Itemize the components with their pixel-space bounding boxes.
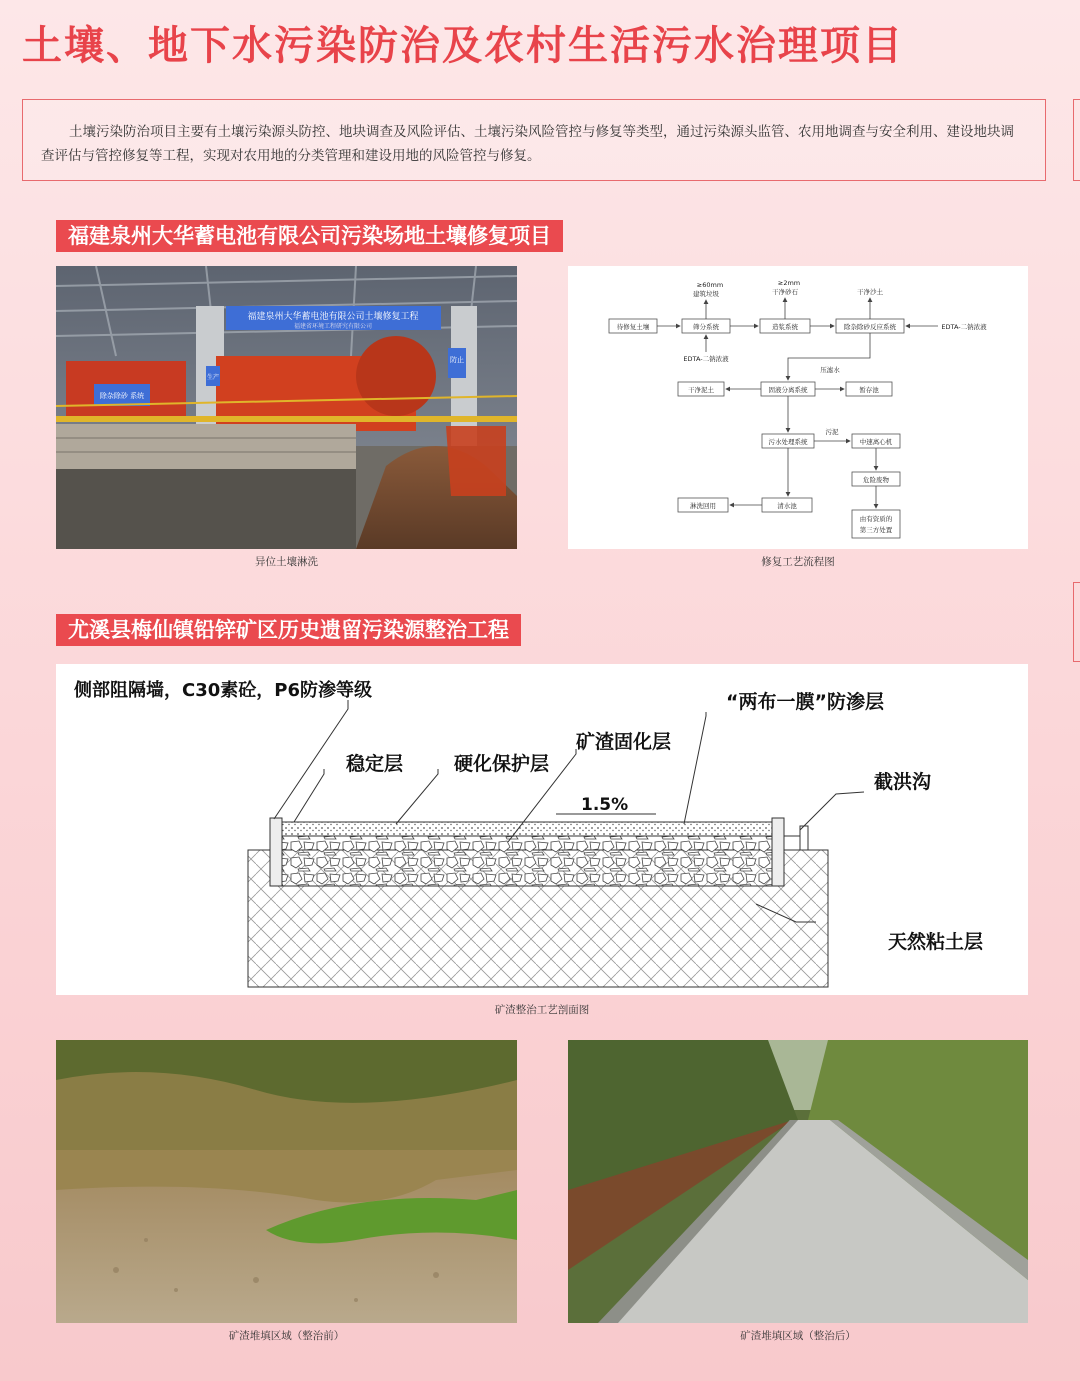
- label-hardening-layer: 硬化保护层: [454, 753, 550, 775]
- flow-label: ≥60mm: [696, 281, 724, 289]
- before-remediation-photo: [56, 1040, 517, 1323]
- flow-label: EDTA-二钠浓液: [941, 323, 987, 331]
- page-edge-mark: [1073, 582, 1080, 662]
- flow-box-label: 固液分离系统: [768, 386, 808, 394]
- slag-cross-section-diagram: [56, 664, 1028, 995]
- flow-box-label: 清水池: [777, 502, 797, 510]
- photo-sign-subtext: 福建省环境工程研究有限公司: [293, 323, 373, 330]
- photo-caption: 异位土壤淋洗: [255, 556, 318, 568]
- label-slope: 1.5%: [581, 795, 629, 815]
- label-stable-layer: 稳定层: [346, 753, 404, 775]
- photo-side-sign: 除杂除砂 系统: [99, 392, 145, 400]
- flow-label: 干净沙土: [857, 288, 883, 296]
- flow-label: EDTA-二钠浓液: [683, 355, 729, 363]
- flow-box-label: 造浆系统: [772, 323, 798, 331]
- photo-post-sign: 防止: [450, 356, 464, 364]
- flow-label: 污泥: [825, 428, 839, 436]
- section-heading: 福建泉州大华蓄电池有限公司污染场地土壤修复项目: [56, 220, 563, 252]
- after-remediation-photo: [568, 1040, 1028, 1323]
- flow-box-label: 待修复土壤: [616, 323, 650, 331]
- flow-label: 压滤水: [820, 366, 840, 374]
- label-natural-clay: 天然粘土层: [888, 931, 984, 953]
- before-photo-caption: 矿渣堆填区域（整治前）: [228, 1330, 345, 1342]
- label-seepage-layer: “两布一膜”防渗层: [726, 691, 884, 713]
- flow-box-label: 危险废物: [863, 476, 889, 484]
- label-side-wall: 侧部阻隔墙，C30素砼，P6防渗等级: [74, 680, 372, 701]
- photo-post-sign-2: 生产: [206, 374, 220, 381]
- flow-box-label: 第三方处置: [859, 526, 893, 534]
- diagram-caption: 矿渣整治工艺剖面图: [494, 1004, 590, 1016]
- intro-box: [22, 99, 1046, 181]
- flow-box-label: 由有资质的: [859, 515, 893, 523]
- flow-box-label: 暂存池: [859, 386, 879, 394]
- flow-box-label: 筛分系统: [693, 323, 719, 331]
- page-title: 土壤、地下水污染防治及农村生活污水治理项目: [22, 23, 904, 69]
- flow-label: ≥2mm: [777, 279, 801, 287]
- flow-box-label: 除杂除砂反应系统: [844, 323, 896, 331]
- flow-label: 建筑垃圾: [693, 290, 719, 298]
- soil-washing-photo: [56, 266, 517, 549]
- repair-flowchart: [568, 266, 1028, 549]
- intro-text: 土壤污染防治项目主要有土壤污染源头防控、地块调查及风险评估、土壤污染风险管控与修复等类型，通过污染源头监管、农用地调查与安全利用、建设地块调查评估与管控修复等工程，实现对农用地的分类管理和建设用地的风险管控与修复。: [41, 124, 1014, 163]
- label-solidified-layer: 矿渣固化层: [576, 731, 672, 753]
- photo-sign-text: 福建泉州大华蓄电池有限公司土壤修复工程: [247, 312, 419, 322]
- flowchart-caption: 修复工艺流程图: [761, 556, 835, 568]
- flow-box-label: 淋洗回用: [690, 502, 716, 510]
- after-photo-caption: 矿渣堆填区域（整治后）: [740, 1330, 856, 1342]
- flow-label: 干净砂石: [772, 288, 798, 296]
- page-edge-mark: [1073, 99, 1080, 181]
- section-heading: 尤溪县梅仙镇铅锌矿区历史遗留污染源整治工程: [56, 614, 521, 646]
- label-flood-ditch: 截洪沟: [874, 771, 932, 793]
- flow-box-label: 干净泥土: [688, 386, 714, 394]
- flow-box-label: 中速离心机: [859, 438, 893, 446]
- flow-box-label: 污水处理系统: [768, 438, 808, 446]
